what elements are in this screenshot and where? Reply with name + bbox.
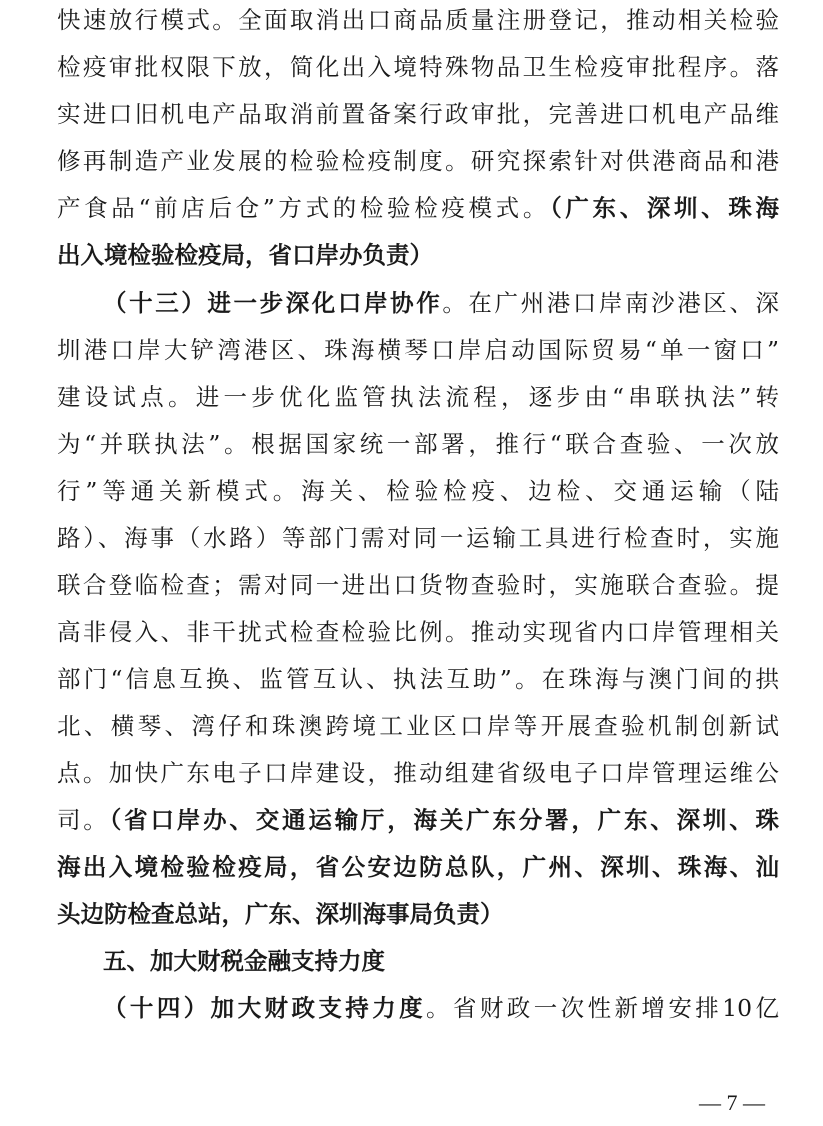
line-text: 行”等通关新模式。海关、检验检疫、边检、交通运输（陆 xyxy=(57,477,779,505)
line-text: 。省财政一次性新增安排10亿 xyxy=(426,994,779,1022)
body-text-line xyxy=(57,565,779,605)
body-text-line xyxy=(57,659,779,699)
section-paragraph-start xyxy=(103,283,779,323)
body-text-line xyxy=(57,47,779,87)
body-text-line xyxy=(57,141,779,181)
line-text: 高非侵入、非干扰式检查检验比例。推动实现省内口岸管理相关 xyxy=(57,618,779,646)
responsible-departments: （广东、深圳、珠海 xyxy=(550,194,779,222)
line-text: 。在广州港口岸南沙港区、深 xyxy=(442,289,779,317)
line-text: 点。加快广东电子口岸建设，推动组建省级电子口岸管理运维公 xyxy=(57,759,779,787)
body-text-line xyxy=(57,377,779,417)
line-text: 路）、海事（水路）等部门需对同一运输工具进行检查时，实施 xyxy=(57,524,779,552)
body-text-line xyxy=(57,894,779,934)
page-number: — 7 — xyxy=(699,1090,765,1115)
line-text: 为“并联执法”。根据国家统一部署，推行“联合查验、一次放 xyxy=(57,430,779,458)
line-text: 实进口旧机电产品取消前置备案行政审批，完善进口机电产品维 xyxy=(57,100,779,128)
section-title: （十四）加大财政支持力度 xyxy=(103,994,427,1022)
body-text-line xyxy=(57,0,779,40)
line-text: 建设试点。进一步优化监管执法流程，逐步由“串联执法”转 xyxy=(57,383,779,411)
line-text: 部门“信息互换、监管互认、执法互助”。在珠海与澳门间的拱 xyxy=(57,665,779,693)
body-text-line xyxy=(57,847,779,887)
line-text: 产食品“前店后仓”方式的检验检疫模式。 xyxy=(57,194,550,222)
chapter-heading-text: 五、加大财税金融支持力度 xyxy=(103,947,385,975)
line-text: 北、横琴、湾仔和珠澳跨境工业区口岸等开展查验机制创新试 xyxy=(57,712,779,740)
body-text-line xyxy=(57,706,779,746)
section-title: （十三）进一步深化口岸协作 xyxy=(103,289,443,317)
body-text-line xyxy=(57,471,779,511)
responsible-departments: （省口岸办、交通运输厅，海关广东分署，广东、深圳、珠 xyxy=(109,806,779,834)
body-text-line xyxy=(57,518,779,558)
line-text: 圳港口岸大铲湾港区、珠海横琴口岸启动国际贸易“单一窗口” xyxy=(57,336,779,364)
body-text-line xyxy=(57,94,779,134)
section-paragraph-start xyxy=(103,988,779,1028)
body-text-line xyxy=(57,424,779,464)
responsible-departments: 出入境检验检疫局，省口岸办负责） xyxy=(57,241,433,269)
body-text-line xyxy=(57,330,779,370)
body-text-line xyxy=(57,800,779,840)
body-text-line xyxy=(57,235,779,275)
body-text-line xyxy=(57,612,779,652)
responsible-departments: 海出入境检验检疫局，省公安边防总队，广州、深圳、珠海、汕 xyxy=(57,853,779,881)
chapter-heading xyxy=(103,941,779,981)
line-text: 检疫审批权限下放，简化出入境特殊物品卫生检疫审批程序。落 xyxy=(57,53,779,81)
responsible-departments: 头边防检查总站，广东、深圳海事局负责） xyxy=(57,900,504,928)
line-text: 联合登临检查；需对同一进出口货物查验时，实施联合查验。提 xyxy=(57,571,779,599)
line-text: 修再制造产业发展的检验检疫制度。研究探索针对供港商品和港 xyxy=(57,147,779,175)
body-text-line xyxy=(57,188,779,228)
line-text: 司。 xyxy=(57,806,110,834)
line-text: 快速放行模式。全面取消出口商品质量注册登记，推动相关检验 xyxy=(57,6,779,34)
body-text-line xyxy=(57,753,779,793)
